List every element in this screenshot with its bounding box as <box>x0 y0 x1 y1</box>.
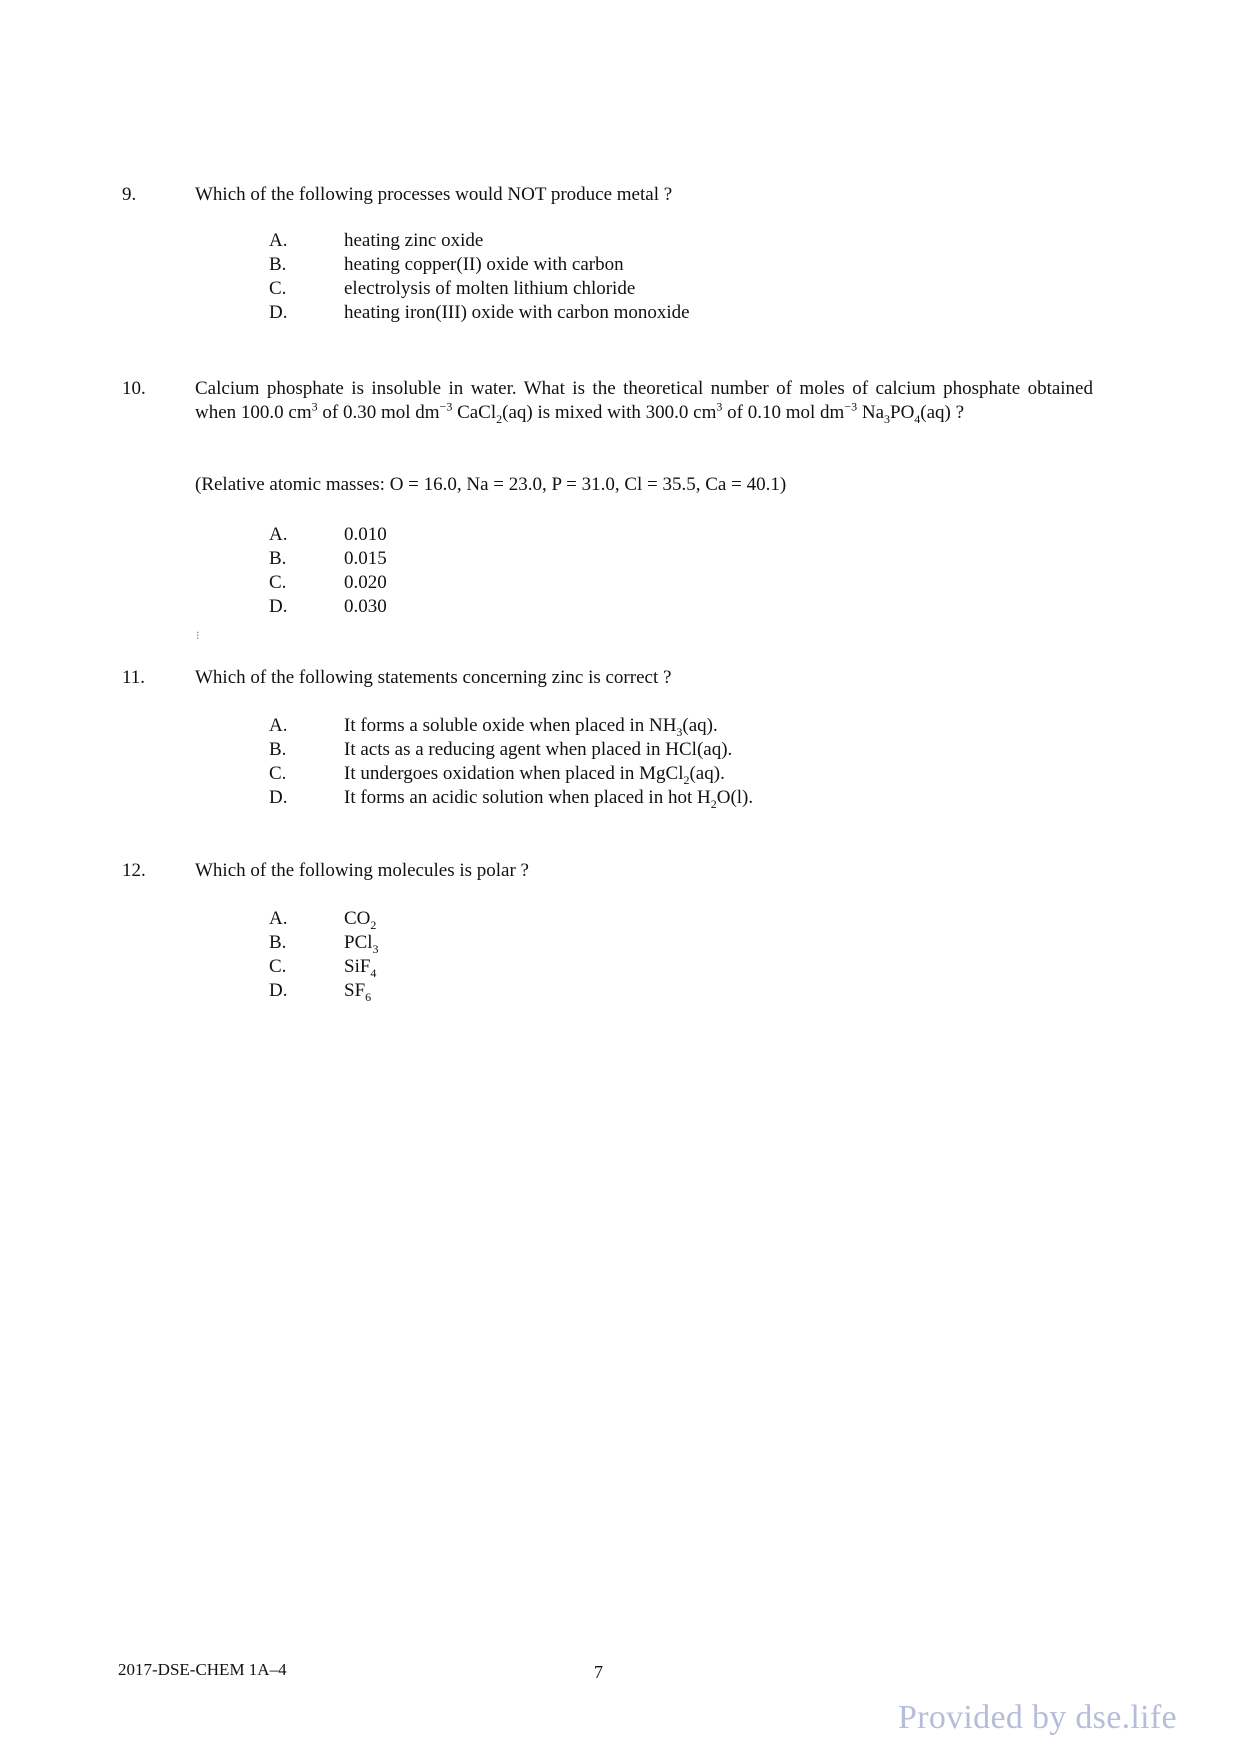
formula-base: PCl <box>344 932 373 953</box>
option-letter: B. <box>269 932 287 953</box>
question-stem <box>195 377 1093 425</box>
option-text-part: O(l). <box>716 787 754 808</box>
option-c <box>0 762 1000 786</box>
option-letter: D. <box>269 980 288 1001</box>
option-a <box>0 714 1000 738</box>
option-letter: A. <box>269 715 288 736</box>
option-letter: D. <box>269 787 288 808</box>
stem-text: Na <box>857 402 884 423</box>
option-text: 0.020 <box>344 572 387 593</box>
option-letter: B. <box>269 739 287 760</box>
stem-text: Calcium phosphate is insoluble in water. What is the theoretical number of moles of calcium phosphate obtained when 100.0 cm <box>195 378 1093 423</box>
option-text-part: It forms a soluble oxide when placed in NH <box>344 715 677 736</box>
stem-text: PO <box>890 402 915 423</box>
stem-subscript: 2 <box>496 411 503 426</box>
option-d <box>0 979 1000 1003</box>
option-text: 0.010 <box>344 524 387 545</box>
option-a <box>0 907 1000 931</box>
formula-base: CO <box>344 908 371 929</box>
scan-speck: ⁝ <box>196 630 200 642</box>
stem-superscript: −3 <box>439 399 453 414</box>
option-text-part: It undergoes oxidation when placed in MgCl <box>344 763 684 784</box>
option-letter: A. <box>269 524 288 545</box>
stem-text: CaCl <box>452 402 497 423</box>
option-letter: C. <box>269 278 287 299</box>
option-d <box>0 301 1000 325</box>
option-letter: A. <box>269 908 288 929</box>
option-c <box>0 955 1000 979</box>
stem-subscript: 4 <box>914 411 921 426</box>
question-number: 9. <box>122 184 137 205</box>
option-a <box>0 523 1000 547</box>
option-text: heating copper(II) oxide with carbon <box>344 254 624 275</box>
stem-superscript: −3 <box>844 399 858 414</box>
option-formula <box>344 979 371 1003</box>
option-text <box>344 786 753 810</box>
option-text: heating zinc oxide <box>344 230 484 251</box>
option-letter: C. <box>269 572 287 593</box>
question-stem: Which of the following statements concerning zinc is correct ? <box>195 667 672 688</box>
option-text <box>344 762 725 786</box>
option-text <box>344 738 732 762</box>
option-text: heating iron(III) oxide with carbon monoxide <box>344 302 690 323</box>
stem-superscript: 3 <box>311 399 318 414</box>
option-text <box>344 714 718 738</box>
option-c <box>0 277 1000 301</box>
option-letter: D. <box>269 596 288 617</box>
formula-base: SF <box>344 980 366 1001</box>
option-text: electrolysis of molten lithium chloride <box>344 278 636 299</box>
option-letter: A. <box>269 230 288 251</box>
stem-text: of 0.30 mol dm <box>317 402 440 423</box>
question-number: 10. <box>122 378 146 399</box>
option-b <box>0 253 1000 277</box>
question-stem: Which of the following processes would NOT produce metal ? <box>195 184 673 205</box>
option-text-part: It acts as a reducing agent when placed in HCl(aq). <box>344 739 733 760</box>
paper-code: 2017-DSE-CHEM 1A–4 <box>118 1660 287 1679</box>
formula-subscript: 6 <box>365 989 372 1004</box>
option-letter: C. <box>269 763 287 784</box>
question-stem: Which of the following molecules is polar ? <box>195 860 529 881</box>
formula-subscript: 2 <box>370 917 377 932</box>
option-text: 0.030 <box>344 596 387 617</box>
option-text-part: (aq). <box>689 763 725 784</box>
option-formula <box>344 931 379 955</box>
option-text: 0.015 <box>344 548 387 569</box>
stem-text: (aq) is mixed with 300.0 cm <box>502 402 717 423</box>
option-subscript: 2 <box>710 796 717 811</box>
option-letter: B. <box>269 254 287 275</box>
stem-subscript: 3 <box>884 411 890 426</box>
option-subscript: 2 <box>683 772 690 787</box>
option-d <box>0 786 1000 810</box>
option-b <box>0 738 1000 762</box>
relative-atomic-masses-note: (Relative atomic masses: O = 16.0, Na = 23.0, P = 31.0, Cl = 35.5, Ca = 40.1) <box>195 474 787 495</box>
option-letter: D. <box>269 302 288 323</box>
option-b <box>0 547 1000 571</box>
option-letter: C. <box>269 956 287 977</box>
option-subscript: 3 <box>676 724 683 739</box>
option-formula <box>344 955 376 979</box>
option-letter: B. <box>269 548 287 569</box>
option-c <box>0 571 1000 595</box>
option-text-part: (aq). <box>682 715 718 736</box>
stem-superscript: 3 <box>716 399 723 414</box>
stem-text: (aq) ? <box>920 402 965 423</box>
stem-text: of 0.10 mol dm <box>722 402 845 423</box>
option-d <box>0 595 1000 619</box>
option-text-part: It forms an acidic solution when placed in hot H <box>344 787 711 808</box>
option-a <box>0 229 1000 253</box>
question-number: 11. <box>122 667 146 688</box>
watermark-link[interactable]: Provided by dse.life <box>898 1699 1177 1736</box>
option-b <box>0 931 1000 955</box>
option-formula <box>344 907 376 931</box>
question-number: 12. <box>122 860 146 881</box>
formula-subscript: 3 <box>372 941 379 956</box>
formula-subscript: 4 <box>370 965 377 980</box>
page-number: 7 <box>594 1662 603 1682</box>
formula-base: SiF <box>344 956 371 977</box>
